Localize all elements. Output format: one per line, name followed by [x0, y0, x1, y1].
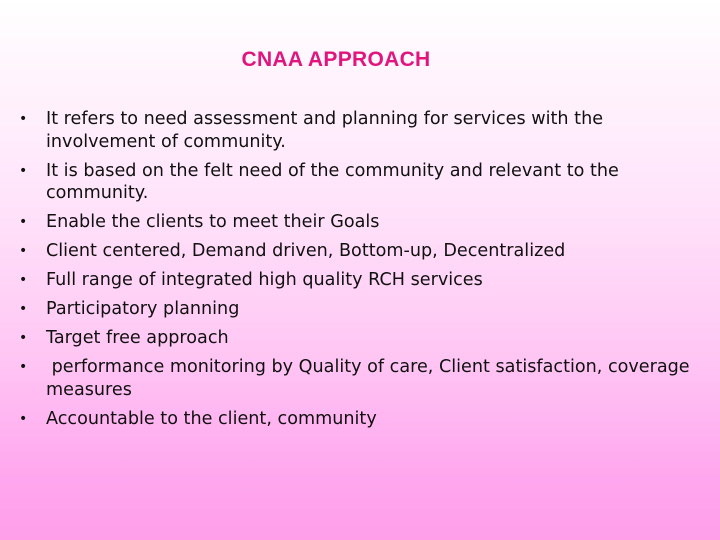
bullet-item: [19, 160, 699, 205]
bullet-icon: •: [19, 111, 28, 127]
bullet-icon: •: [19, 272, 28, 288]
bullet-icon: •: [19, 301, 28, 317]
bullet-item: [19, 298, 699, 321]
bullet-icon: •: [19, 410, 28, 427]
bullet-text: Target free approach: [46, 328, 229, 348]
bullet-text: It refers to need assessment and planning for services with the involvement of community.: [46, 109, 604, 152]
bullet-text: Enable the clients to meet their Goals: [46, 212, 380, 232]
bullet-list: [19, 108, 699, 437]
bullet-icon: •: [19, 243, 28, 259]
bullet-icon: •: [19, 162, 28, 179]
bullet-icon: •: [19, 330, 28, 346]
bullet-text: performance monitoring by Quality of care, Client satisfaction, coverage measures: [46, 357, 696, 400]
bullet-item: [19, 240, 699, 263]
bullet-item: [19, 108, 699, 153]
bullet-item: [19, 327, 699, 350]
bullet-text: Participatory planning: [46, 299, 240, 319]
bullet-icon: •: [19, 214, 28, 230]
bullet-item: [19, 269, 699, 292]
bullet-text: It is based on the felt need of the community and relevant to the community.: [46, 160, 619, 203]
bullet-text: Client centered, Demand driven, Bottom-up, Decentralized: [46, 241, 566, 261]
bullet-text: Accountable to the client, community: [46, 408, 377, 429]
bullet-item: [19, 356, 699, 401]
slide-title: CNAA APPROACH: [241, 48, 431, 71]
bullet-item: [19, 211, 699, 234]
bullet-item: [19, 408, 699, 431]
bullet-icon: •: [19, 359, 28, 375]
bullet-text: Full range of integrated high quality RCH services: [46, 270, 483, 290]
